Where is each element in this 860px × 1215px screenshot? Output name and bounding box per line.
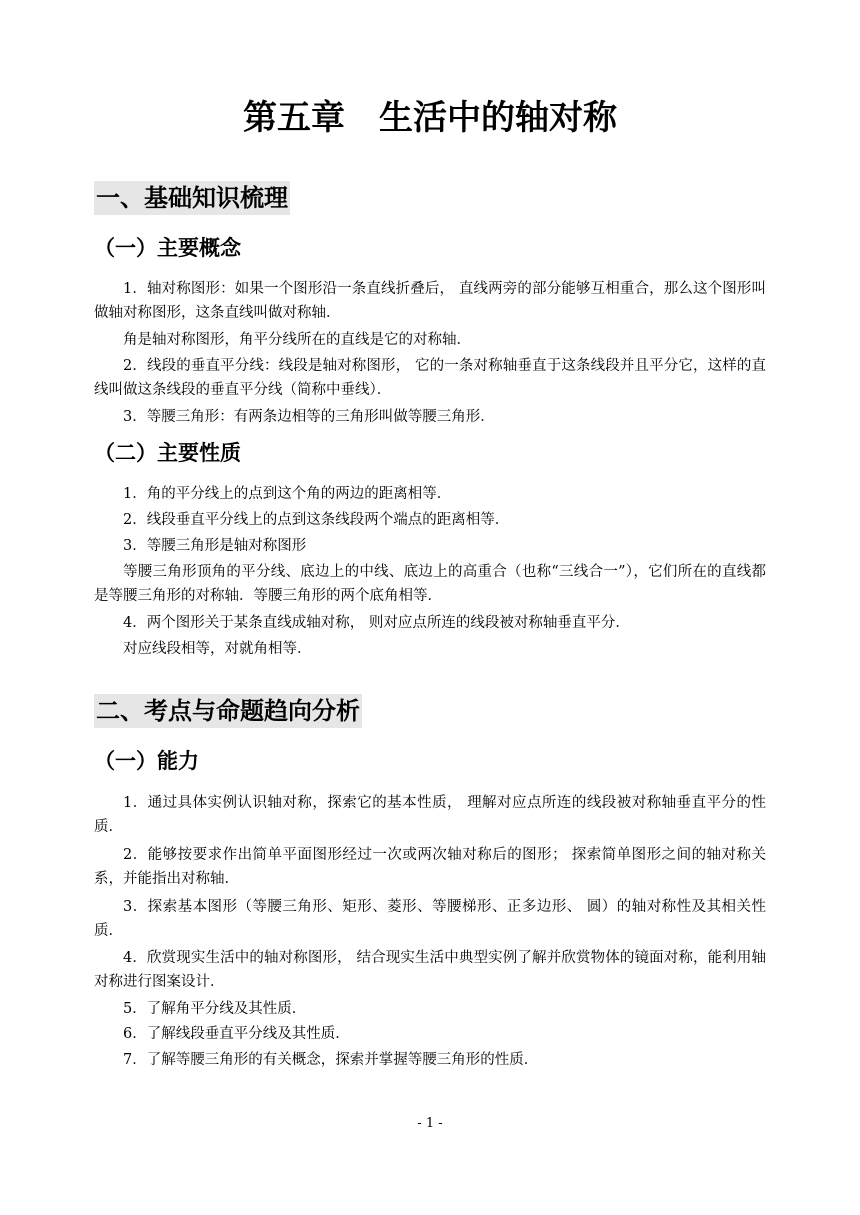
subheading-main-properties: （二）主要性质	[94, 441, 241, 465]
paragraph: 5．了解角平分线及其性质．	[123, 1001, 307, 1017]
section-heading-basic-knowledge: 一、基础知识梳理	[94, 181, 290, 215]
paragraph: 等腰三角形顶角的平分线、底边上的中线、底边上的高重合（也称“三线合一”），它们所在的直线都是等腰三角形的对称轴．等腰三角形的两个底角相等．	[94, 564, 766, 604]
paragraph: 2．能够按要求作出简单平面图形经过一次或两次轴对称后的图形； 探索简单图形之间的轴对称关系，并能指出对称轴．	[94, 847, 766, 887]
paragraph: 对应线段相等，对就角相等．	[123, 641, 312, 657]
paragraph: 3．等腰三角形：有两条边相等的三角形叫做等腰三角形．	[123, 409, 495, 425]
subheading-ability: （一）能力	[94, 749, 199, 773]
paragraph: 6．了解线段垂直平分线及其性质．	[123, 1026, 350, 1042]
chapter-title: 第五章 生活中的轴对称	[243, 98, 617, 138]
paragraph: 1．角的平分线上的点到这个角的两边的距离相等．	[123, 486, 452, 502]
paragraph: 角是轴对称图形，角平分线所在的直线是它的对称轴．	[123, 332, 471, 348]
paragraph: 2．线段垂直平分线上的点到这条线段两个端点的距离相等．	[123, 512, 510, 528]
paragraph: 3．等腰三角形是轴对称图形	[123, 538, 307, 554]
paragraph: 4．两个图形关于某条直线成轴对称， 则对应点所连的线段被对称轴垂直平分．	[123, 615, 630, 631]
subheading-main-concepts: （一）主要概念	[94, 236, 241, 260]
section-heading-exam-analysis: 二、考点与命题趋向分析	[94, 694, 362, 728]
paragraph: 3．探索基本图形（等腰三角形、矩形、菱形、等腰梯形、正多边形、 圆）的轴对称性及其相关性质．	[94, 899, 766, 939]
paragraph: 1．轴对称图形：如果一个图形沿一条直线折叠后， 直线两旁的部分能够互相重合，那么这个图形叫做轴对称图形，这条直线叫做对称轴．	[94, 281, 766, 321]
paragraph: 4．欣赏现实生活中的轴对称图形， 结合现实生活中典型实例了解并欣赏物体的镜面对称，能利用轴对称进行图案设计．	[94, 950, 766, 990]
page-number: - 1 -	[417, 1116, 443, 1131]
paragraph: 7．了解等腰三角形的有关概念，探索并掌握等腰三角形的性质．	[123, 1052, 539, 1068]
paragraph: 2．线段的垂直平分线：线段是轴对称图形， 它的一条对称轴垂直于这条线段并且平分它，这样的直线叫做这条线段的垂直平分线（简称中垂线）．	[94, 358, 766, 398]
paragraph: 1．通过具体实例认识轴对称，探索它的基本性质， 理解对应点所连的线段被对称轴垂直平分的性质．	[94, 795, 766, 835]
